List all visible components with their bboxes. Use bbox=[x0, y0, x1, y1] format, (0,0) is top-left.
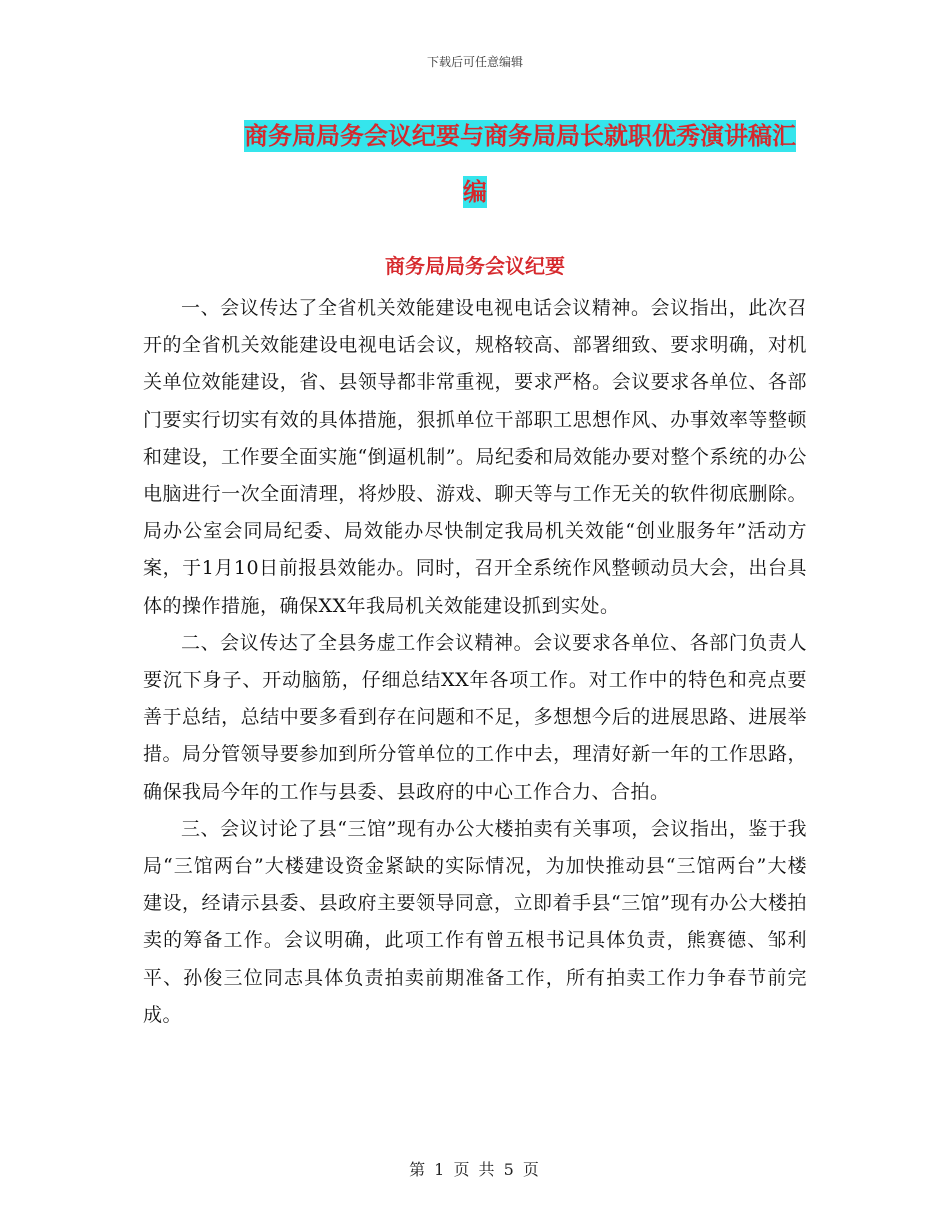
paragraph-1: 一、会议传达了全省机关效能建设电视电话会议精神。会议指出，此次召开的全省机关效能建设电视电话会议，规格较高、部署细致、要求明确，对机关单位效能建设，省、县领导都非常重视，要求严格。会议要求各单位、各部门要实行切实有效的具体措施，狠抓单位干部职工思想作风、办事效率等整顿和建设，工作要全面实施“倒逼机制”。局纪委和局效能办要对整个系统的办公电脑进行一次全面清理，将炒股、游戏、聊天等与工作无关的软件彻底删除。局办公室会同局纪委、局效能办尽快制定我局机关效能“创业服务年”活动方案，于1月10日前报县效能办。同时，召开全系统作风整顿动员大会，出台具体的操作措施，确保XX年我局机关效能建设抓到实处。 bbox=[143, 297, 807, 617]
document-title-line-2: 编 bbox=[463, 178, 487, 206]
paragraph-3: 三、会议讨论了县“三馆”现有办公大楼拍卖有关事项，会议指出，鉴于我局“三馆两台”大楼建设资金紧缺的实际情况，为加快推动县“三馆两台”大楼建设，经请示县委、县政府主要领导同意，立即着手县“三馆”现有办公大楼拍卖的筹备工作。会议明确，此项工作有曾五根书记具体负责，熊赛德、邹利平、孙俊三位同志具体负责拍卖前期准备工作，所有拍卖工作力争春节前完成。 bbox=[143, 817, 807, 1026]
document-title bbox=[0, 108, 950, 220]
paragraph-2: 二、会议传达了全县务虚工作会议精神。会议要求各单位、各部门负责人要沉下身子、开动脑筋，仔细总结XX年各项工作。对工作中的特色和亮点要善于总结，总结中要多看到存在问题和不足，多想想今后的进展思路、进展举措。局分管领导要参加到所分管单位的工作中去，理清好新一年的工作思路，确保我局今年的工作与县委、县政府的中心工作合力、合拍。 bbox=[143, 631, 807, 803]
page-header-note: 下载后可任意编辑 bbox=[426, 55, 523, 69]
document-body bbox=[143, 290, 807, 1034]
section-heading: 商务局局务会议纪要 bbox=[385, 254, 565, 278]
page-number-footer: 第 1 页 共 5 页 bbox=[409, 1160, 541, 1179]
document-title-line-1: 商务局局务会议纪要与商务局局长就职优秀演讲稿汇 bbox=[244, 122, 796, 150]
